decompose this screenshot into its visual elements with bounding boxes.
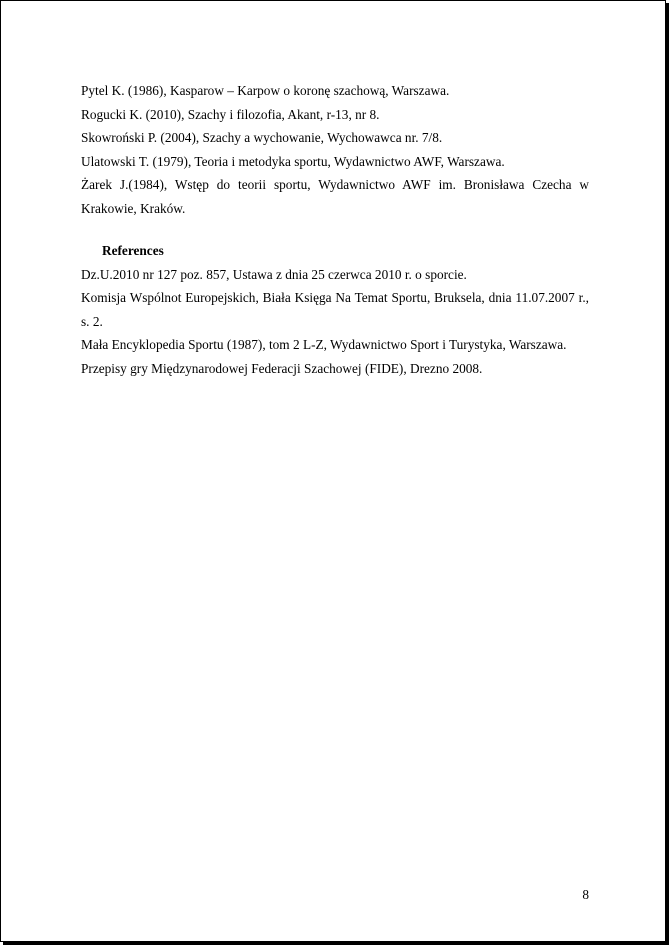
page-content: [81, 79, 589, 380]
reference-entry: Dz.U.2010 nr 127 poz. 857, Ustawa z dnia 25 czerwca 2010 r. o sporcie.: [81, 266, 467, 282]
bibliography-list: [81, 79, 589, 220]
bibliography-entry: Pytel K. (1986), Kasparow – Karpow o koronę szachową, Warszawa.: [81, 83, 450, 98]
bibliography-entry: Rogucki K. (2010), Szachy i filozofia, Akant, r-13, nr 8.: [81, 106, 380, 122]
reference-entry: Przepisy gry Międzynarodowej Federacji Szachowej (FIDE), Drezno 2008.: [81, 360, 483, 376]
reference-entry: Komisja Wspólnot Europejskich, Biała Księga Na Temat Sportu, Bruksela, dnia 11.07.2007 r., s. 2.: [81, 290, 589, 329]
page-number: 8: [582, 887, 589, 902]
bibliography-entry: Żarek J.(1984), Wstęp do teorii sportu, Wydawnictwo AWF im. Bronisława Czecha w Krakowie, Kraków.: [81, 177, 589, 216]
bibliography-entry: Ulatowski T. (1979), Teoria i metodyka sportu, Wydawnictwo AWF, Warszawa.: [81, 153, 505, 169]
references-heading: References: [102, 243, 164, 258]
reference-entry: Mała Encyklopedia Sportu (1987), tom 2 L-Z, Wydawnictwo Sport i Turystyka, Warszawa.: [81, 337, 567, 352]
references-list: [81, 263, 589, 381]
bibliography-entry: Skowroński P. (2004), Szachy a wychowanie, Wychowawca nr. 7/8.: [81, 130, 443, 145]
